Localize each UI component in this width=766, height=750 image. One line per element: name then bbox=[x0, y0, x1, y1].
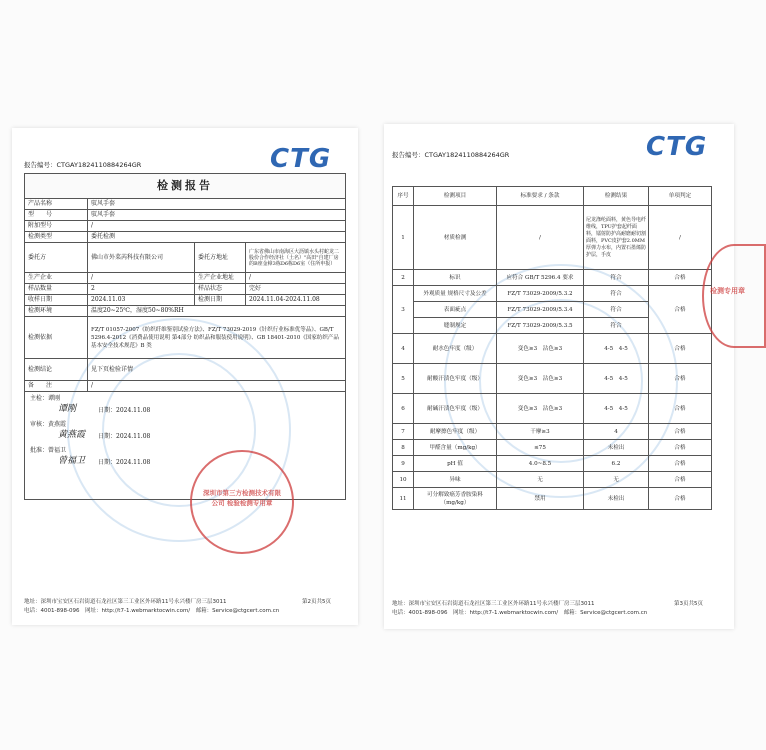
col-header: 检测项目 bbox=[414, 187, 497, 206]
basis-value: FZ/T 01057-2007《纺织纤维鉴别试验方法》、FZ/T 73029-2019《针织行业标准优等品》、GB/T 5296.4-2012《消费品使用说明 第4部分 纺织品和服装使用说明》、GB 18401-2010《国家纺织产品基本安全技术规范》B 类 bbox=[88, 317, 346, 359]
field-label: 产品名称 bbox=[25, 199, 88, 210]
footer-address: 地址：深圳市宝安区石岩街道石龙社区第三工业区外环路11号永兴楼厂房三层3011 bbox=[24, 599, 227, 605]
test-date-label: 检测日期 bbox=[195, 295, 246, 306]
row-requirement: FZ/T 73029-2009/5.3.2 bbox=[497, 286, 584, 302]
row-no: 5 bbox=[393, 364, 414, 394]
official-seal bbox=[190, 450, 294, 554]
row-judgement: 合格 bbox=[649, 270, 712, 286]
row-item: 材质检测 bbox=[414, 206, 497, 270]
seal-edge bbox=[702, 244, 766, 348]
report-number: 报告编号：CTGAY1824110884264GR bbox=[24, 161, 142, 169]
client-value: 佛山市外菜芮科技有限公司 bbox=[88, 243, 195, 273]
environment-label: 检测环境 bbox=[25, 306, 88, 317]
receive-date-label: 收样日期 bbox=[25, 295, 88, 306]
row-result: 4-5 4-5 bbox=[584, 394, 649, 424]
footer-contact: 电话：4001-898-096 网址：http://t7-1.webmarktocwin.com/ 邮箱：Service@ctgcert.com.cn bbox=[24, 608, 280, 614]
row-item: 异味 bbox=[414, 472, 497, 488]
chief-inspector-date: 日期：2024.11.08 bbox=[98, 407, 151, 414]
col-header: 单项判定 bbox=[649, 187, 712, 206]
row-no: 3 bbox=[393, 286, 414, 334]
test-date-value: 2024.11.04-2024.11.08 bbox=[246, 295, 346, 306]
row-result: 未检出 bbox=[584, 488, 649, 510]
row-item: 标识 bbox=[414, 270, 497, 286]
row-no: 6 bbox=[393, 394, 414, 424]
row-item: 耐水色牢度（级） bbox=[414, 334, 497, 364]
row-judgement: 合格 bbox=[649, 394, 712, 424]
client-address-value: 广东省佛山市南海区大沥镇水头村蛇龙二股份合作经济社（土名）"高田"自建厂房的B座金樟3栋D6栋D6室（住所申报） bbox=[246, 243, 346, 273]
row-judgement: 合格 bbox=[649, 456, 712, 472]
row-requirement: 变色≥3 沾色≥3 bbox=[497, 364, 584, 394]
row-no: 9 bbox=[393, 456, 414, 472]
row-requirement: 变色≥3 沾色≥3 bbox=[497, 334, 584, 364]
row-no: 7 bbox=[393, 424, 414, 440]
chief-inspector-signature: 谭刚 bbox=[58, 404, 77, 414]
row-judgement: 合格 bbox=[649, 488, 712, 510]
row-no: 10 bbox=[393, 472, 414, 488]
auditor-label: 审核：黄燕霞 bbox=[30, 421, 67, 428]
row-judgement: 合格 bbox=[649, 334, 712, 364]
seal-text: 深圳市第三方检测技术有限公司 检验检测专用章 bbox=[203, 489, 281, 507]
field-value: 驭风手套 bbox=[88, 210, 346, 221]
row-no: 8 bbox=[393, 440, 414, 456]
approver-date: 日期：2024.11.08 bbox=[98, 459, 151, 466]
page-number: 第2页共5页 bbox=[302, 599, 331, 605]
quantity-value: 2 bbox=[88, 284, 195, 295]
field-value: 委托检测 bbox=[88, 232, 346, 243]
row-item: 耐酸汗渍色牢度（级） bbox=[414, 364, 497, 394]
auditor-signature: 黄燕霞 bbox=[58, 430, 86, 440]
field-value: 驭风手套 bbox=[88, 199, 346, 210]
col-header: 序号 bbox=[393, 187, 414, 206]
row-requirement: 无 bbox=[497, 472, 584, 488]
row-result: 尼龙涤纶面料，黄色导电纤维线，TPU护套起纤面料，镭射防护高耐磨耐切割面料，PVC皮护套2.0MM厚弹力水布，内置石墨烯防护层，手皮 bbox=[584, 206, 649, 270]
ctg-logo: CTG bbox=[270, 144, 332, 174]
row-result: 4-5 4-5 bbox=[584, 334, 649, 364]
client-address-label: 委托方地址 bbox=[195, 243, 246, 273]
test-results-table bbox=[392, 186, 712, 510]
row-result: 无 bbox=[584, 472, 649, 488]
producer-address-value: / bbox=[246, 273, 346, 284]
report-info-table bbox=[24, 173, 346, 500]
row-requirement: 应符合 GB/T 5296.4 要求 bbox=[497, 270, 584, 286]
row-judgement: 合格 bbox=[649, 364, 712, 394]
sample-state-value: 完好 bbox=[246, 284, 346, 295]
producer-address-label: 生产企业地址 bbox=[195, 273, 246, 284]
row-requirement: 4.0~8.5 bbox=[497, 456, 584, 472]
row-item: 耐摩擦色牢度（级） bbox=[414, 424, 497, 440]
row-no: 2 bbox=[393, 270, 414, 286]
field-label: 检测类型 bbox=[25, 232, 88, 243]
row-result: 4 bbox=[584, 424, 649, 440]
col-header: 标准要求 / 条款 bbox=[497, 187, 584, 206]
seal-edge-text: 检测专用章 bbox=[710, 287, 745, 295]
producer-label: 生产企业 bbox=[25, 273, 88, 284]
row-result: 6.2 bbox=[584, 456, 649, 472]
ctg-logo: CTG bbox=[646, 132, 708, 162]
row-item: 外观质量 规格尺寸及公差 bbox=[414, 286, 497, 302]
basis-label: 检测依据 bbox=[25, 317, 88, 359]
field-label: 附加型号 bbox=[25, 221, 88, 232]
field-label: 型 号 bbox=[25, 210, 88, 221]
conclusion-label: 检测结论 bbox=[25, 359, 88, 381]
row-no: 1 bbox=[393, 206, 414, 270]
client-label: 委托方 bbox=[25, 243, 88, 273]
row-no: 11 bbox=[393, 488, 414, 510]
report-page-3 bbox=[384, 124, 745, 629]
row-item: 表面疵点 bbox=[414, 302, 497, 318]
approver-signature: 曾福卫 bbox=[58, 456, 86, 466]
row-no: 4 bbox=[393, 334, 414, 364]
row-item: pH 值 bbox=[414, 456, 497, 472]
row-result: 符合 bbox=[584, 318, 649, 334]
row-result: 符合 bbox=[584, 270, 649, 286]
row-judgement: 合格 bbox=[649, 286, 712, 334]
row-requirement: ≤75 bbox=[497, 440, 584, 456]
row-result: 4-5 4-5 bbox=[584, 364, 649, 394]
receive-date-value: 2024.11.03 bbox=[88, 295, 195, 306]
report-title: 检测报告 bbox=[25, 174, 346, 199]
footer-address: 地址：深圳市宝安区石岩街道石龙社区第三工业区外环路11号永兴楼厂房三层3011 bbox=[392, 601, 595, 607]
row-item: 可分解致癌芳香胺染料（mg/kg） bbox=[414, 488, 497, 510]
signature-block bbox=[25, 392, 346, 500]
auditor-date: 日期：2024.11.08 bbox=[98, 433, 151, 440]
col-header: 检测结果 bbox=[584, 187, 649, 206]
row-requirement: FZ/T 73029-2009/5.3.4 bbox=[497, 302, 584, 318]
footer-contact: 电话：4001-898-096 网址：http://t7-1.webmarktocwin.com/ 邮箱：Service@ctgcert.com.cn bbox=[392, 610, 648, 616]
row-judgement: 合格 bbox=[649, 440, 712, 456]
page-number: 第3页共5页 bbox=[674, 601, 703, 607]
conclusion-value: 见下页检验详情 bbox=[88, 359, 346, 381]
row-judgement: 合格 bbox=[649, 472, 712, 488]
environment-value: 温度20~25℃，湿度50~80%RH bbox=[88, 306, 346, 317]
row-judgement: 合格 bbox=[649, 424, 712, 440]
field-value: / bbox=[88, 221, 346, 232]
producer-value: / bbox=[88, 273, 195, 284]
report-page-2 bbox=[12, 128, 358, 625]
quantity-label: 样品数量 bbox=[25, 284, 88, 295]
row-requirement: 变色≥3 沾色≥3 bbox=[497, 394, 584, 424]
row-item: 缝制规定 bbox=[414, 318, 497, 334]
row-requirement: / bbox=[497, 206, 584, 270]
row-requirement: 禁用 bbox=[497, 488, 584, 510]
row-result: 未检出 bbox=[584, 440, 649, 456]
remark-label: 备 注 bbox=[25, 381, 88, 392]
row-requirement: 干摩≥3 bbox=[497, 424, 584, 440]
row-item: 耐碱汗渍色牢度（级） bbox=[414, 394, 497, 424]
sample-state-label: 样品状态 bbox=[195, 284, 246, 295]
row-result: 符合 bbox=[584, 286, 649, 302]
row-requirement: FZ/T 73029-2009/5.3.5 bbox=[497, 318, 584, 334]
report-number: 报告编号：CTGAY1824110884264GR bbox=[392, 151, 510, 159]
row-judgement: / bbox=[649, 206, 712, 270]
row-result: 符合 bbox=[584, 302, 649, 318]
chief-inspector-label: 主检：谭刚 bbox=[30, 395, 61, 402]
approver-label: 批准：曾福卫 bbox=[30, 447, 67, 454]
row-item: 甲醛含量（mg/kg） bbox=[414, 440, 497, 456]
remark-value: / bbox=[88, 381, 346, 392]
